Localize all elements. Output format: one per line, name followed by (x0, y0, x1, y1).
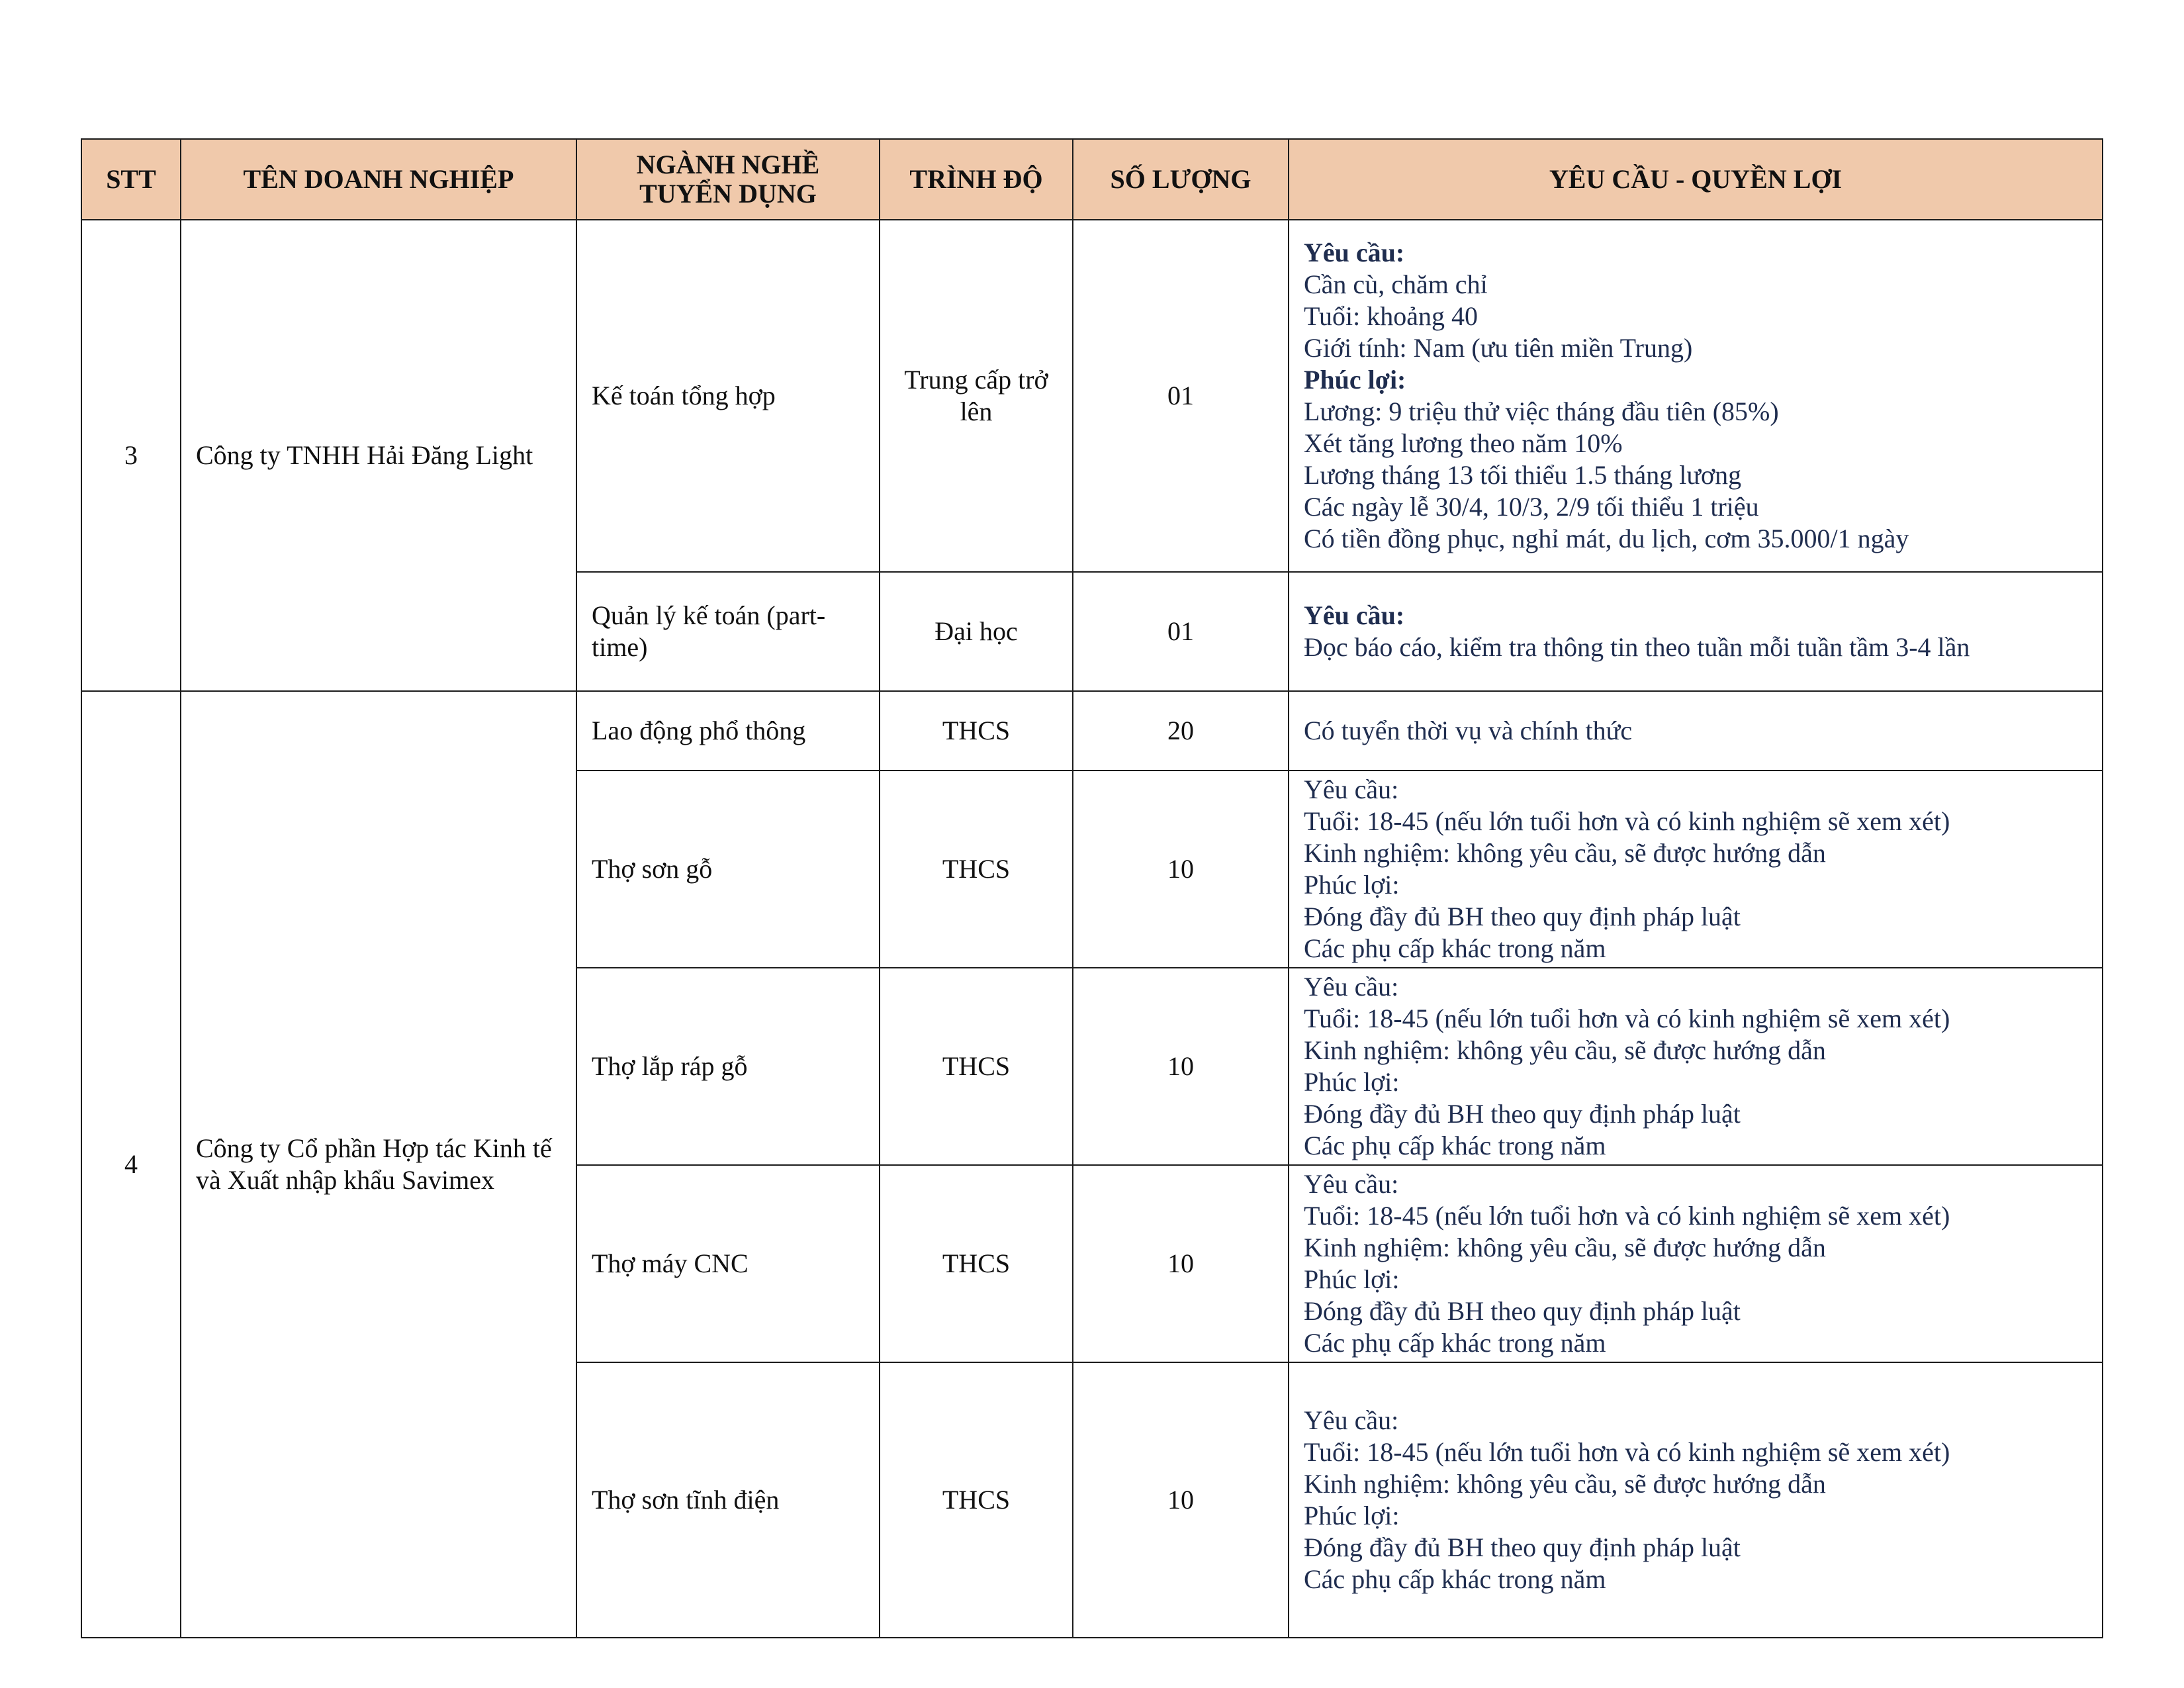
benefits-label: Phúc lợi: (1304, 1067, 1400, 1097)
level-cell: THCS (880, 771, 1073, 968)
requirement-line: Tuổi: 18-45 (nếu lớn tuổi hơn và có kinh nghiệm sẽ xem xét) (1304, 1201, 1950, 1231)
requirements-cell (1289, 691, 2103, 771)
requirement-line: Kinh nghiệm: không yêu cầu, sẽ được hướng dẫn (1304, 1035, 1826, 1065)
benefits-label: Phúc lợi: (1304, 1264, 1400, 1294)
header-job-line2: TUYỂN DỤNG (639, 179, 817, 209)
benefit-line: Các phụ cấp khác trong năm (1304, 1564, 1606, 1594)
quantity-cell: 10 (1073, 1362, 1289, 1638)
level-cell: Trung cấp trở lên (880, 220, 1073, 572)
benefit-line: Đóng đầy đủ BH theo quy định pháp luật (1304, 1532, 1741, 1562)
table-header (81, 139, 2103, 220)
table-row (81, 691, 2103, 771)
quantity-cell: 20 (1073, 691, 1289, 771)
requirements-cell (1289, 572, 2103, 691)
requirement-line: Tuổi: 18-45 (nếu lớn tuổi hơn và có kinh nghiệm sẽ xem xét) (1304, 806, 1950, 836)
requirement-line: Có tuyển thời vụ và chính thức (1304, 716, 1633, 745)
header-row (81, 139, 2103, 220)
company-cell: Công ty Cổ phần Hợp tác Kinh tế và Xuất nhập khẩu Savimex (181, 691, 576, 1638)
requirement-line: Kinh nghiệm: không yêu cầu, sẽ được hướng dẫn (1304, 1233, 1826, 1262)
job-cell: Thợ sơn gỗ (576, 771, 880, 968)
requirement-line: Tuổi: khoảng 40 (1304, 301, 1479, 331)
requirements-label: Yêu cầu: (1304, 238, 1405, 267)
requirements-label: Yêu cầu: (1304, 774, 1399, 804)
job-cell: Thợ máy CNC (576, 1165, 880, 1362)
level-cell: THCS (880, 1362, 1073, 1638)
requirement-line: Kinh nghiệm: không yêu cầu, sẽ được hướng dẫn (1304, 1469, 1826, 1499)
header-level: TRÌNH ĐỘ (880, 139, 1073, 220)
requirements-label: Yêu cầu: (1304, 972, 1399, 1002)
level-cell: THCS (880, 691, 1073, 771)
job-cell: Thợ lắp ráp gỗ (576, 968, 880, 1165)
requirement-line: Kinh nghiệm: không yêu cầu, sẽ được hướng dẫn (1304, 838, 1826, 868)
header-job-line1: NGÀNH NGHỀ (636, 150, 820, 179)
requirements-cell (1289, 771, 2103, 968)
requirement-line: Đọc báo cáo, kiểm tra thông tin theo tuần mỗi tuần tầm 3-4 lần (1304, 632, 1970, 662)
quantity-cell: 10 (1073, 771, 1289, 968)
header-company: TÊN DOANH NGHIỆP (181, 139, 576, 220)
benefit-line: Các phụ cấp khác trong năm (1304, 1328, 1606, 1358)
benefit-line: Các phụ cấp khác trong năm (1304, 933, 1606, 963)
quantity-cell: 10 (1073, 968, 1289, 1165)
requirement-line: Tuổi: 18-45 (nếu lớn tuổi hơn và có kinh nghiệm sẽ xem xét) (1304, 1437, 1950, 1467)
requirements-cell (1289, 968, 2103, 1165)
benefit-line: Lương: 9 triệu thử việc tháng đầu tiên (85%) (1304, 397, 1779, 426)
requirement-line: Tuổi: 18-45 (nếu lớn tuổi hơn và có kinh nghiệm sẽ xem xét) (1304, 1004, 1950, 1033)
level-cell: THCS (880, 968, 1073, 1165)
quantity-cell: 01 (1073, 572, 1289, 691)
job-cell: Thợ sơn tĩnh điện (576, 1362, 880, 1638)
benefit-line: Đóng đầy đủ BH theo quy định pháp luật (1304, 1099, 1741, 1129)
level-cell: THCS (880, 1165, 1073, 1362)
requirements-cell (1289, 1165, 2103, 1362)
job-cell: Kế toán tổng hợp (576, 220, 880, 572)
header-stt: STT (81, 139, 181, 220)
level-cell: Đại học (880, 572, 1073, 691)
benefit-line: Các phụ cấp khác trong năm (1304, 1131, 1606, 1160)
benefits-label: Phúc lợi: (1304, 870, 1400, 900)
requirement-line: Giới tính: Nam (ưu tiên miền Trung) (1304, 333, 1693, 363)
benefit-line: Xét tăng lương theo năm 10% (1304, 428, 1623, 458)
stt-cell: 3 (81, 220, 181, 691)
quantity-cell: 10 (1073, 1165, 1289, 1362)
table-body (81, 220, 2103, 1638)
benefit-line: Các ngày lễ 30/4, 10/3, 2/9 tối thiểu 1 triệu (1304, 492, 1759, 522)
benefits-label: Phúc lợi: (1304, 365, 1406, 395)
header-quantity: SỐ LƯỢNG (1073, 139, 1289, 220)
benefit-line: Đóng đầy đủ BH theo quy định pháp luật (1304, 902, 1741, 931)
benefits-label: Phúc lợi: (1304, 1501, 1400, 1530)
benefit-line: Lương tháng 13 tối thiểu 1.5 tháng lương (1304, 460, 1742, 490)
requirements-cell (1289, 220, 2103, 572)
benefit-line: Đóng đầy đủ BH theo quy định pháp luật (1304, 1296, 1741, 1326)
stt-cell: 4 (81, 691, 181, 1638)
header-requirements: YÊU CẦU - QUYỀN LỢI (1289, 139, 2103, 220)
table-row (81, 220, 2103, 572)
recruitment-table (81, 138, 2103, 1638)
requirements-cell (1289, 1362, 2103, 1638)
requirement-line: Cần cù, chăm chỉ (1304, 269, 1488, 299)
benefit-line: Có tiền đồng phục, nghỉ mát, du lịch, cơm 35.000/1 ngày (1304, 524, 1909, 553)
header-job (576, 139, 880, 220)
requirements-label: Yêu cầu: (1304, 1405, 1399, 1435)
company-cell: Công ty TNHH Hải Đăng Light (181, 220, 576, 691)
job-cell: Quản lý kế toán (part-time) (576, 572, 880, 691)
job-cell: Lao động phổ thông (576, 691, 880, 771)
quantity-cell: 01 (1073, 220, 1289, 572)
requirements-label: Yêu cầu: (1304, 1169, 1399, 1199)
requirements-label: Yêu cầu: (1304, 600, 1405, 630)
